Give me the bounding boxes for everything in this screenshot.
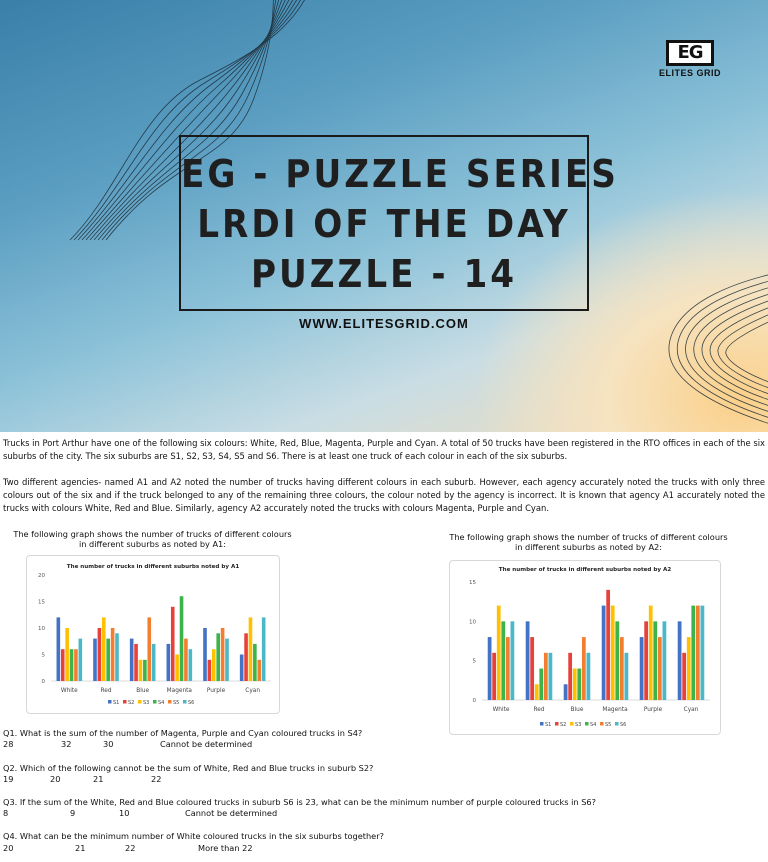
chart-a1-legend-swatch-s2 <box>123 700 127 704</box>
chart-a1-y-tick-1: 5 <box>41 652 45 659</box>
chart-a2-bar-white-s6 <box>511 621 515 700</box>
title-line-3: PUZZLE - 14 <box>250 252 518 296</box>
question-4-option-b[interactable]: 21 <box>75 843 86 853</box>
chart-a1-x-label-cyan: Cyan <box>245 688 261 694</box>
chart-a1-bar-white-s1 <box>57 617 61 681</box>
chart-a1-bar-red-s3 <box>102 617 106 681</box>
chart-a1-bar-white-s6 <box>79 639 83 681</box>
chart-a1 <box>27 556 279 713</box>
chart-a2-bar-cyan-s6 <box>701 606 705 700</box>
chart-a2-bar-blue-s6 <box>587 653 591 700</box>
question-1-option-a[interactable]: 28 <box>3 739 14 749</box>
chart-a1-bar-magenta-s3 <box>175 655 179 682</box>
chart-a1-bar-cyan-s4 <box>253 644 257 681</box>
chart-a2-bar-magenta-s6 <box>625 653 629 700</box>
question-3-option-d[interactable]: Cannot be determined <box>185 808 278 818</box>
chart-a1-caption: The following graph shows the number of trucks of different colours in different suburbs as noted by A1: <box>13 529 292 549</box>
question-1-option-d[interactable]: Cannot be determined <box>160 739 253 749</box>
decorative-wave-lines-bottom-right <box>640 260 768 432</box>
chart-a2-legend-label-s6: S6 <box>620 722 627 728</box>
chart-a1-bar-red-s2 <box>98 628 102 681</box>
chart-a1-legend-swatch-s3 <box>138 700 142 704</box>
question-2-option-a[interactable]: 19 <box>3 774 14 784</box>
chart-a1-bar-white-s5 <box>74 649 78 681</box>
chart-a1-legend-label-s6: S6 <box>188 700 195 706</box>
chart-a2-bar-white-s1 <box>488 637 492 700</box>
chart-a1-bar-red-s1 <box>93 639 97 681</box>
chart-a1-bar-purple-s5 <box>221 628 225 681</box>
question-2-option-d[interactable]: 22 <box>151 774 162 784</box>
chart-a2-y-tick-1: 5 <box>472 658 476 665</box>
chart-a2-bar-blue-s4 <box>577 669 581 700</box>
chart-a2-bar-magenta-s3 <box>611 606 615 700</box>
question-2-options <box>3 774 403 785</box>
chart-a2-legend-swatch-s5 <box>600 722 604 726</box>
chart-a1-x-label-white: White <box>60 688 78 694</box>
chart-a1-legend-swatch-s6 <box>183 700 187 704</box>
chart-a2-bar-magenta-s5 <box>620 637 624 700</box>
chart-a1-legend-label-s2: S2 <box>128 700 135 706</box>
question-4-option-d[interactable]: More than 22 <box>198 843 253 853</box>
chart-a1-bar-white-s3 <box>65 628 69 681</box>
chart-a2-bar-white-s4 <box>501 621 505 700</box>
chart-a1-legend-label-s4: S4 <box>158 700 165 706</box>
chart-a2-bar-red-s4 <box>539 669 543 700</box>
chart-a1-container <box>26 555 280 714</box>
chart-a2-y-tick-2: 10 <box>469 619 476 626</box>
chart-a2-bar-magenta-s4 <box>615 621 619 700</box>
chart-a2-x-label-purple: Purple <box>643 707 663 713</box>
chart-a2-x-label-magenta: Magenta <box>602 707 628 713</box>
chart-a2-bar-blue-s2 <box>568 653 572 700</box>
chart-a2-legend-swatch-s3 <box>570 722 574 726</box>
chart-a2-bar-red-s6 <box>549 653 553 700</box>
title-line-2: LRDI OF THE DAY <box>197 202 571 246</box>
chart-a1-x-label-purple: Purple <box>206 688 226 694</box>
chart-a2-legend-label-s3: S3 <box>575 722 582 728</box>
elites-grid-logo <box>656 40 724 78</box>
chart-a1-bar-cyan-s2 <box>244 633 248 681</box>
chart-a2-bar-magenta-s1 <box>602 606 606 700</box>
chart-a1-bar-white-s2 <box>61 649 65 681</box>
chart-a2-bar-red-s2 <box>530 637 534 700</box>
chart-a2-bar-cyan-s3 <box>687 637 691 700</box>
chart-a1-y-tick-3: 15 <box>38 599 45 606</box>
intro-paragraph-2: Two different agencies- named A1 and A2 noted the number of trucks having different colours in each suburb. However, each agency accurately noted the trucks with only three colours out of the six and if the truck belonged to any of the remaining three colours, the colour noted by the agency is incorrect. It is known that agency A1 accurately noted the trucks with colours White, Red and Blue. Similarly, agency A2 accurately noted the trucks with colours Magenta, Purple and Cyan. <box>3 477 765 513</box>
chart-a1-legend-swatch-s4 <box>153 700 157 704</box>
question-4-option-a[interactable]: 20 <box>3 843 14 853</box>
chart-a2-bar-white-s3 <box>497 606 501 700</box>
chart-a1-y-tick-2: 10 <box>38 626 45 632</box>
question-3-option-c[interactable]: 10 <box>119 808 130 818</box>
chart-a2-legend-label-s2: S2 <box>560 722 567 728</box>
title-box <box>179 135 619 311</box>
chart-a2-y-tick-0: 0 <box>472 698 476 704</box>
chart-a1-bar-purple-s4 <box>216 633 220 681</box>
chart-a1-legend-swatch-s5 <box>168 700 172 704</box>
chart-a1-bar-blue-s6 <box>152 644 156 681</box>
chart-a1-legend-label-s5: S5 <box>173 700 180 706</box>
chart-a1-title: The number of trucks in different suburbs noted by A1 <box>66 564 240 570</box>
chart-a2-bar-purple-s3 <box>649 606 653 700</box>
chart-a2-bar-blue-s3 <box>573 669 577 700</box>
chart-a1-bar-purple-s1 <box>203 628 207 681</box>
chart-a1-bar-magenta-s5 <box>184 639 188 681</box>
chart-a1-y-tick-4: 20 <box>38 573 45 579</box>
chart-a2-legend-label-s5: S5 <box>605 722 612 728</box>
chart-a2-legend-swatch-s2 <box>555 722 559 726</box>
chart-a2-title: The number of trucks in different suburbs noted by A2 <box>498 567 672 573</box>
chart-a2-bar-red-s3 <box>535 684 539 700</box>
chart-a1-bar-cyan-s1 <box>240 655 244 682</box>
chart-a2-legend-swatch-s6 <box>615 722 619 726</box>
chart-a1-bar-magenta-s6 <box>189 649 193 681</box>
chart-a2-x-label-white: White <box>492 707 510 713</box>
chart-a2-bar-purple-s4 <box>653 621 657 700</box>
chart-a1-x-label-blue: Blue <box>136 688 150 694</box>
chart-a2-x-label-blue: Blue <box>570 707 584 713</box>
chart-a1-bar-cyan-s6 <box>262 617 266 681</box>
logo-text: ELITES GRID <box>658 68 721 78</box>
chart-a1-bar-purple-s2 <box>208 660 212 681</box>
chart-a1-bar-red-s6 <box>115 633 119 681</box>
question-1-text: Q1. What is the sum of the number of Magenta, Purple and Cyan coloured trucks in S4? <box>3 728 363 738</box>
chart-a2-bar-white-s2 <box>492 653 496 700</box>
chart-a2-bar-red-s1 <box>526 621 530 700</box>
chart-a2-legend-swatch-s1 <box>540 722 544 726</box>
chart-a2-legend-label-s1: S1 <box>545 722 552 728</box>
question-1-option-c[interactable]: 30 <box>103 739 114 749</box>
chart-a2-bar-cyan-s5 <box>696 606 700 700</box>
chart-a1-x-label-red: Red <box>100 688 112 694</box>
chart-a1-y-tick-0: 0 <box>41 679 45 685</box>
chart-a2-x-label-red: Red <box>533 707 545 713</box>
chart-a2-bar-purple-s5 <box>658 637 662 700</box>
chart-a2-bar-magenta-s2 <box>606 590 610 700</box>
chart-a1-legend-swatch-s1 <box>108 700 112 704</box>
title-line-1: EG - PUZZLE SERIES <box>181 152 619 196</box>
chart-a1-bar-blue-s4 <box>143 660 147 681</box>
chart-a1-bar-white-s4 <box>70 649 74 681</box>
chart-a2-caption: The following graph shows the number of trucks of different colours in different suburbs as noted by A2: <box>449 532 728 552</box>
chart-a2-bar-blue-s1 <box>564 684 568 700</box>
question-4-options <box>3 843 403 854</box>
question-3-option-b[interactable]: 9 <box>70 808 76 818</box>
chart-a1-bar-magenta-s1 <box>167 644 171 681</box>
chart-a2-bar-purple-s6 <box>663 621 667 700</box>
chart-a2-bar-cyan-s2 <box>682 653 686 700</box>
question-4-option-c[interactable]: 22 <box>125 843 136 853</box>
question-2-option-b[interactable]: 20 <box>50 774 61 784</box>
chart-a2-bar-purple-s2 <box>644 621 648 700</box>
chart-a1-bar-red-s5 <box>111 628 115 681</box>
chart-a1-bar-magenta-s2 <box>171 607 175 681</box>
chart-a1-legend-label-s3: S3 <box>143 700 150 706</box>
website-url: WWW.ELITESGRID.COM <box>299 316 469 331</box>
question-3-options <box>3 808 403 819</box>
chart-a1-bar-purple-s6 <box>225 639 229 681</box>
chart-a1-bar-magenta-s4 <box>180 596 184 681</box>
question-4-text: Q4. What can be the minimum number of White coloured trucks in the six suburbs together? <box>3 831 384 841</box>
chart-a2-bar-white-s5 <box>506 637 510 700</box>
question-1-option-b[interactable]: 32 <box>61 739 72 749</box>
chart-a2-container <box>449 560 721 735</box>
chart-a2-bar-cyan-s1 <box>678 621 682 700</box>
intro-paragraph-1: Trucks in Port Arthur have one of the following six colours: White, Red, Blue, Magenta, Purple and Cyan. A total of 50 trucks have been registered in the RTO offices in each of the six suburbs of the city. The six suburbs are S1, S2, S3, S4, S5 and S6. There is at least one truck of each colour in each of the six suburbs. <box>3 438 765 461</box>
question-3-option-a[interactable]: 8 <box>3 808 9 818</box>
chart-a2-bar-cyan-s4 <box>691 606 695 700</box>
logo-mark: EG <box>666 40 714 66</box>
chart-a2-bar-blue-s5 <box>582 637 586 700</box>
chart-a2 <box>450 561 720 734</box>
chart-a2-bar-red-s5 <box>544 653 548 700</box>
chart-a1-bar-blue-s1 <box>130 639 134 681</box>
chart-a1-bar-red-s4 <box>106 639 110 681</box>
question-2-text: Q2. Which of the following cannot be the sum of White, Red and Blue trucks in suburb S2? <box>3 763 374 773</box>
chart-a1-x-label-magenta: Magenta <box>166 688 192 694</box>
chart-a2-y-tick-3: 15 <box>469 580 476 586</box>
chart-a1-bar-cyan-s3 <box>249 617 253 681</box>
chart-a1-bar-cyan-s5 <box>257 660 261 681</box>
chart-a1-bar-purple-s3 <box>212 649 216 681</box>
question-2-option-c[interactable]: 21 <box>93 774 104 784</box>
chart-a1-legend-label-s1: S1 <box>113 700 120 706</box>
question-1-options <box>3 739 403 750</box>
chart-a1-bar-blue-s5 <box>147 617 151 681</box>
chart-a2-legend-swatch-s4 <box>585 722 589 726</box>
chart-a2-x-label-cyan: Cyan <box>683 707 699 713</box>
chart-a2-legend-label-s4: S4 <box>590 722 597 728</box>
chart-a1-bar-blue-s3 <box>139 660 143 681</box>
chart-a1-bar-blue-s2 <box>134 644 138 681</box>
question-3-text: Q3. If the sum of the White, Red and Blue coloured trucks in suburb S6 is 23, what can be the minimum number of purple coloured trucks in S6? <box>3 797 596 807</box>
chart-a2-bar-purple-s1 <box>640 637 644 700</box>
